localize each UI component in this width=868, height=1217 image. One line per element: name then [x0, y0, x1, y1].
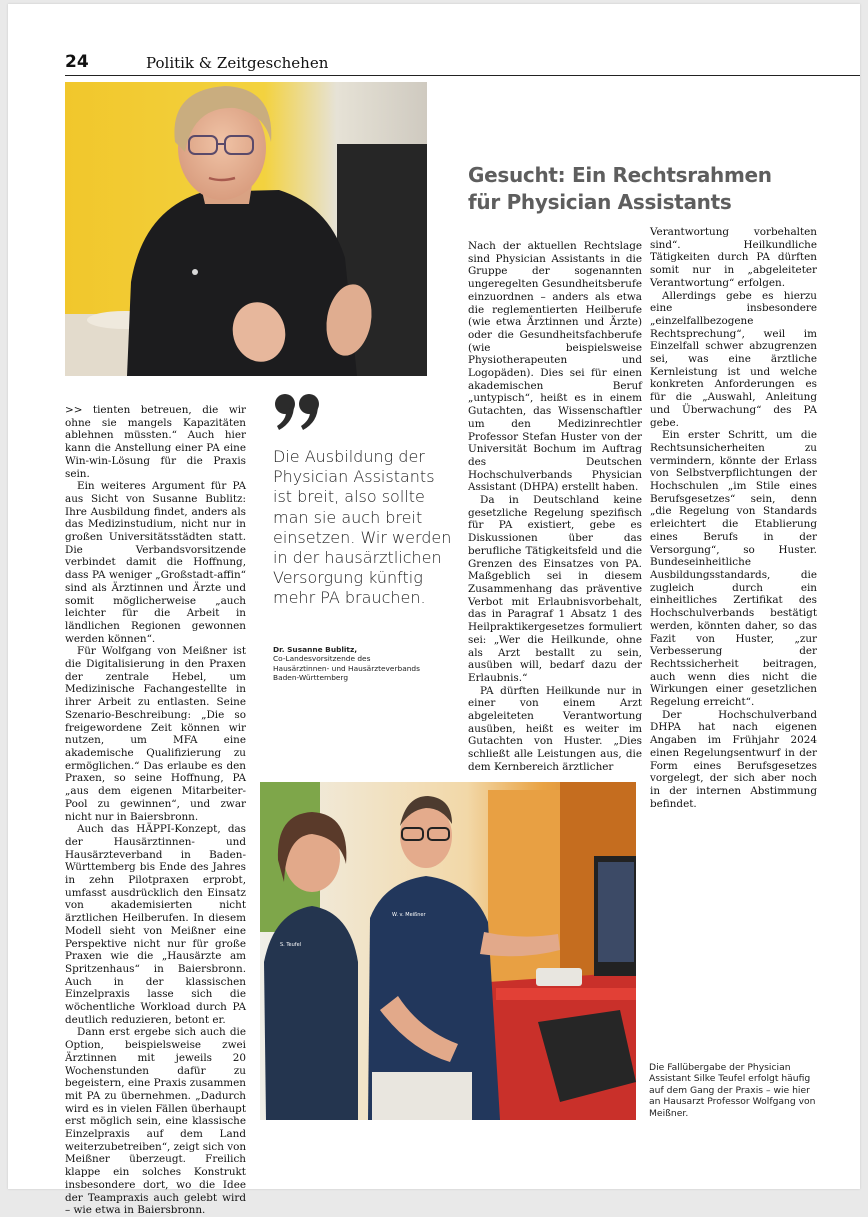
section-title: Politik & Zeitgeschehen — [146, 54, 329, 72]
column-3-paragraph: Da in Deutschland keine gesetzliche Regelung spezifisch für PA existiert, gebe es Diskussionen über das berufliche Tätigkeitsfeld und die Grenzen des Einsatzes von PA. Maßgeblich sei in diesem Zusammenhang das präventive Verbot mit Erlaubnisvorbehalt, das in Paragraf 1 Absatz 1 des Heilpraktikergesetzes formuliert sei: „Wer die Heilkunde, ohne als Arzt bestallt zu sein, ausüben will, bedarf dazu der Erlaubnis.“ — [468, 494, 642, 684]
article-headline — [468, 162, 848, 216]
pull-quote-role-3: Baden-Württemberg — [273, 673, 349, 683]
column-4-paragraph: Ein erster Schritt, um die Rechtsunsicherheiten zu vermindern, könnte der Erlass von Selbstverpflichtungen der Hochschulen „im Stile eines Berufsgesetzes“ sein, denn „die Regelung von Standards erleichtert die Etablierung eines Berufs in der Versorgung“, so Huster. Bundeseinheitliche Ausbildungsstandards, die zugleich durch ein einheitliches Zertifikat des Hochschulverbands bestätigt werden, könnten daher, so das Fazit von Huster, „zur Verbesserung der Rechtssicherheit beitragen, auch wenn dies nicht die Wirkungen einer gesetzlichen Regelung erreicht“. — [650, 429, 817, 709]
column-1-paragraph: >> tienten betreuen, die wir ohne sie mangels Kapazitäten ablehnen müssten.“ Auch hier kann die Anstellung einer PA eine Win-win-Lösung für die Praxis sein. — [65, 404, 246, 480]
column-1-paragraph: Für Wolfgang von Meißner ist die Digitalisierung in den Praxen der zentrale Hebel, um Medizinische Fachangestellte in ihrer Arbeit zu entlasten. Seine Szenario-Beschreibung: „Die so freigewordene Zeit können wir nutzen, um MFA eine akademische Qualifizierung zu ermöglichen.“ Das erlaube es den Praxen, so seine Hoffnung, PA „aus dem eigenen Mitarbeiter-Pool zu gewinnen“, und zwar nicht nur in Baiersbronn. — [65, 645, 246, 823]
column-4-paragraph: Der Hochschulverband DHPA hat nach eigenen Angaben im Frühjahr 2024 einen Regelungsentwurf in der Form eines Berufsgesetzes vorgelegt, der sich aber noch in der internen Abstimmung befindet. — [650, 708, 817, 810]
badge-left-text: S. Teufel — [280, 942, 302, 948]
column-4-paragraph: Allerdings gebe es hierzu eine insbesondere „einzelfallbezogene Rechtsprechung“, weil im Einzelfall schwer abzugrenzen sei, was eine ärztliche Kernleistung ist und welche konkreten Anforderungen es für die „Auswahl, Anleitung und Überwachung“ des PA gebe. — [650, 289, 817, 429]
column-1-paragraph: Auch das HÄPPI-Konzept, das der Hausärztinnen- und Hausärzteverband in Baden-Württemberg bis Ende des Jahres in zehn Pilotpraxen erprobt, umfasst ausdrücklich den Einsatz von akademisierten nicht ärztlichen Heilberufen. In diesem Modell sieht von Meißner eine Perspektive nicht nur für große Praxen wie die „Hausärzte am Spritzenhaus“ in Baiersbronn. Auch in der klassischen Einzelpraxis lasse sich die wöchentliche Workload durch PA deutlich reduzieren, betont er. — [65, 823, 246, 1026]
column-1-paragraph: Dann erst ergebe sich auch die Option, beispielsweise zwei Ärztinnen mit jeweils 20 Wochenstunden dafür zu begeistern, eine Praxis zusammen mit PA zu übernehmen. „Dadurch wird es in vielen Fällen überhaupt erst möglich sein, eine klassische Einzelpraxis auf dem Land weiterzubetreiben“, zeigt sich von Meißner überzeugt. Freilich klappe ein solches Konstrukt insbesondere dort, wo die Idee der Teampraxis auch gelebt wird – wie etwa in Baiersbronn. — [65, 1026, 247, 1217]
page-number: 24 — [65, 52, 89, 72]
pull-quote-text: Die Ausbildung der Physician Assistants ist breit, also sollte man sie auch breit einsetzen. Wir werden in der hausärztlichen Versorgung künftig mehr PA brauchen. — [273, 447, 452, 608]
column-4-paragraph: Verantwortung vorbehalten sind“. Heilkundliche Tätigkeiten durch PA dürften somit nur in „abgeleiteter Verantwortung“ erfolgen. — [650, 226, 817, 289]
article-column-1 — [65, 404, 246, 1217]
portrait-photo — [65, 82, 427, 376]
pull-quote-role-2: Hausärztinnen- und Hausärzteverbands — [273, 663, 420, 673]
headline-line-2: für Physician Assistants — [468, 190, 732, 214]
header-rule — [65, 75, 860, 76]
headline-line-1: Gesucht: Ein Rechtsrahmen — [468, 163, 772, 187]
practice-photo — [260, 782, 636, 1120]
article-column-3 — [468, 240, 642, 774]
quotation-mark-icon — [274, 392, 322, 432]
magazine-page — [8, 4, 860, 1217]
column-1-paragraph: Ein weiteres Argument für PA aus Sicht von Susanne Bublitz: Ihre Ausbildung findet, anders als das Medizinstudium, nicht nur in großen Universitätsstädten statt. Die Verbandsvorsitzende verbindet damit die Hoffnung, dass PA weniger „Großstadt-affin“ sind als Ärztinnen und Ärzte und somit möglicherweise „auch leichter für die Arbeit in ländlichen Regionen gewonnen werden können“. — [65, 480, 246, 645]
column-3-paragraph: PA dürften Heilkunde nur in einer von einem Arzt abgeleiteten Verantwortung ausüben, heißt es weiter im Gutachten von Huster. „Dies schließt alle Leistungen aus, die dem Kernbereich ärztlicher — [468, 684, 642, 773]
photo-caption: Die Fallübergabe der Physician Assistant Silke Teufel erfolgt häufig auf dem Gang der Praxis – wie hier an Hausarzt Professor Wolfgang von Meißner. — [649, 1062, 816, 1119]
pull-quote-attribution — [273, 645, 453, 683]
badge-right-text: W. v. Meißner — [392, 912, 426, 918]
pull-quote-role-1: Co-Landesvorsitzende des — [273, 654, 371, 664]
column-3-paragraph: Nach der aktuellen Rechtslage sind Physician Assistants in die Gruppe der sogenannten ungeregelten Gesundheitsberufe einzuordnen – anders als etwa die reglementierten Heilberufe (wie etwa Ärztinnen und Ärzte) oder die Gesundheitsfachberufe (wie beispielsweise Physiotherapeuten und Logopäden). Dies sei für einen akademischen Beruf „untypisch“, heißt es in einem Gutachten, das Wissenschaftler um den Medizinrechtler Professor Stefan Huster von der Universität Bochum im Auftrag des Deutschen Hochschulverbands Physician Assistant (DHPA) erstellt haben. — [468, 240, 642, 494]
article-column-4 — [650, 226, 817, 810]
pull-quote-name: Dr. Susanne Bublitz, — [273, 645, 358, 654]
